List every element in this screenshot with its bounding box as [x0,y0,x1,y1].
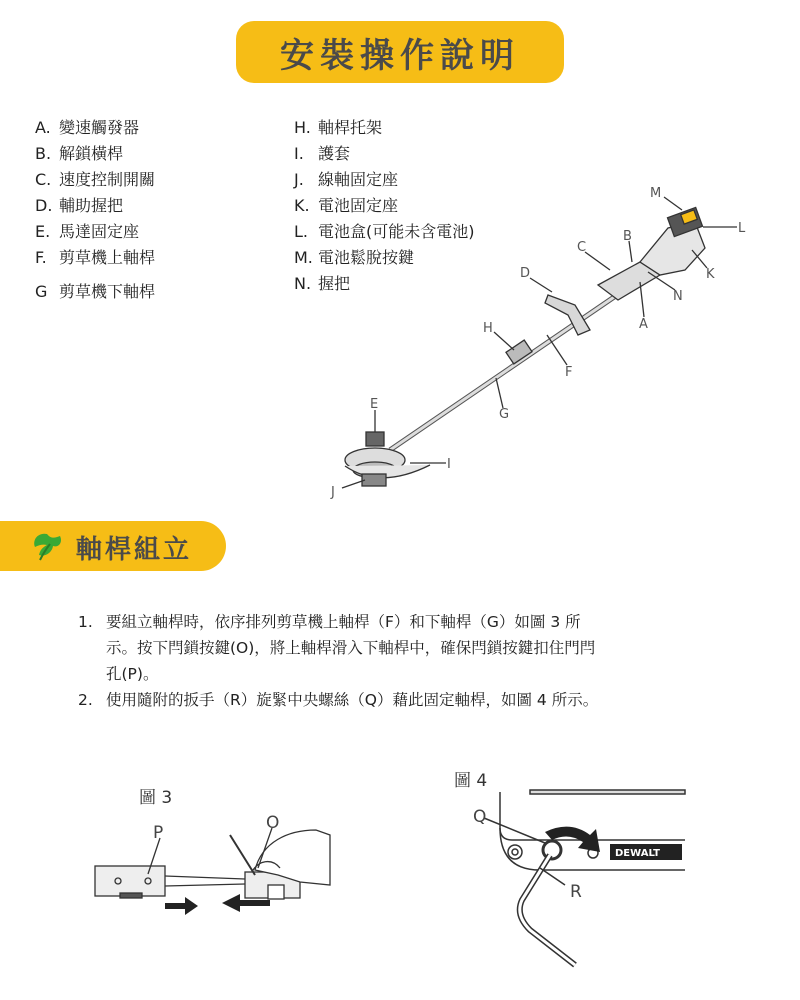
callout-b: B [623,229,632,244]
part-item-a: A. 變速觸發器 [35,118,140,137]
part-item-l: L. 電池盒(可能未含電池) [294,222,475,241]
callout-i: I [447,457,451,472]
part-item-e: E. 馬達固定座 [35,222,140,241]
callout-o: O [266,813,280,833]
callout-q: Q [473,807,487,827]
callout-n: N [673,289,683,304]
callout-r: R [570,882,582,902]
callout-p: P [153,823,164,843]
step-item-1: 1. 要組立軸桿時，依序排列剪草機上軸桿（F）和下軸桿（G）如圖 3 所示。按下閂鎖按鍵(O)，將上軸桿滑入下軸桿中，確保閂鎖按鍵扣住門閂孔(P)。 [78,613,596,683]
part-item-f: F. 剪草機上軸桿 [35,248,156,267]
callout-d: D [520,266,531,281]
step-text: 要組立軸桿時，依序排列剪草機上軸桿（F）和下軸桿（G）如圖 3 所示。按下閂鎖按鍵(O)，將上軸桿滑入下軸桿中，確保閂鎖按鍵扣住門閂孔(P)。 [106,613,596,683]
part-item-b: B. 解鎖橫桿 [35,144,124,163]
callout-k: K [706,267,715,282]
figure-3-label: 圖 3 [139,788,173,808]
part-item-g: G 剪草機下軸桿 [35,282,156,301]
part-item-d: D. 輔助握把 [35,196,124,215]
part-item-i: I. 護套 [294,144,351,163]
callout-j: J [331,485,335,500]
part-item-c: C. 速度控制開關 [35,170,156,189]
callout-c: C [577,240,587,255]
part-item-h: H. 軸桿托架 [294,118,383,137]
step-text: 使用隨附的扳手（R）旋緊中央螺絲（Q）藉此固定軸桿，如圖 4 所示。 [106,691,599,709]
part-item-k: K. 電池固定座 [294,196,399,215]
section-title: 軸桿組立 [76,535,193,565]
callout-m: M [650,186,662,201]
part-item-j: J. 線軸固定座 [294,170,399,189]
figure-4-illustration [440,780,690,980]
part-item-m: M. 電池鬆脫按鍵 [294,248,415,267]
step-item-2: 2. 使用隨附的扳手（R）旋緊中央螺絲（Q）藉此固定軸桿，如圖 4 所示。 [78,691,599,709]
callout-h: H [483,321,493,336]
callout-e: E [370,397,379,412]
figure-4-label: 圖 4 [454,771,488,791]
callout-l: L [738,221,746,236]
callout-f: F [565,365,573,380]
dewalt-brand-text: DEWALT [615,848,660,859]
callout-a: A [639,317,648,332]
part-item-n: N. 握把 [294,274,351,293]
page-title: 安裝操作說明 [280,35,520,76]
callout-g: G [499,407,510,422]
